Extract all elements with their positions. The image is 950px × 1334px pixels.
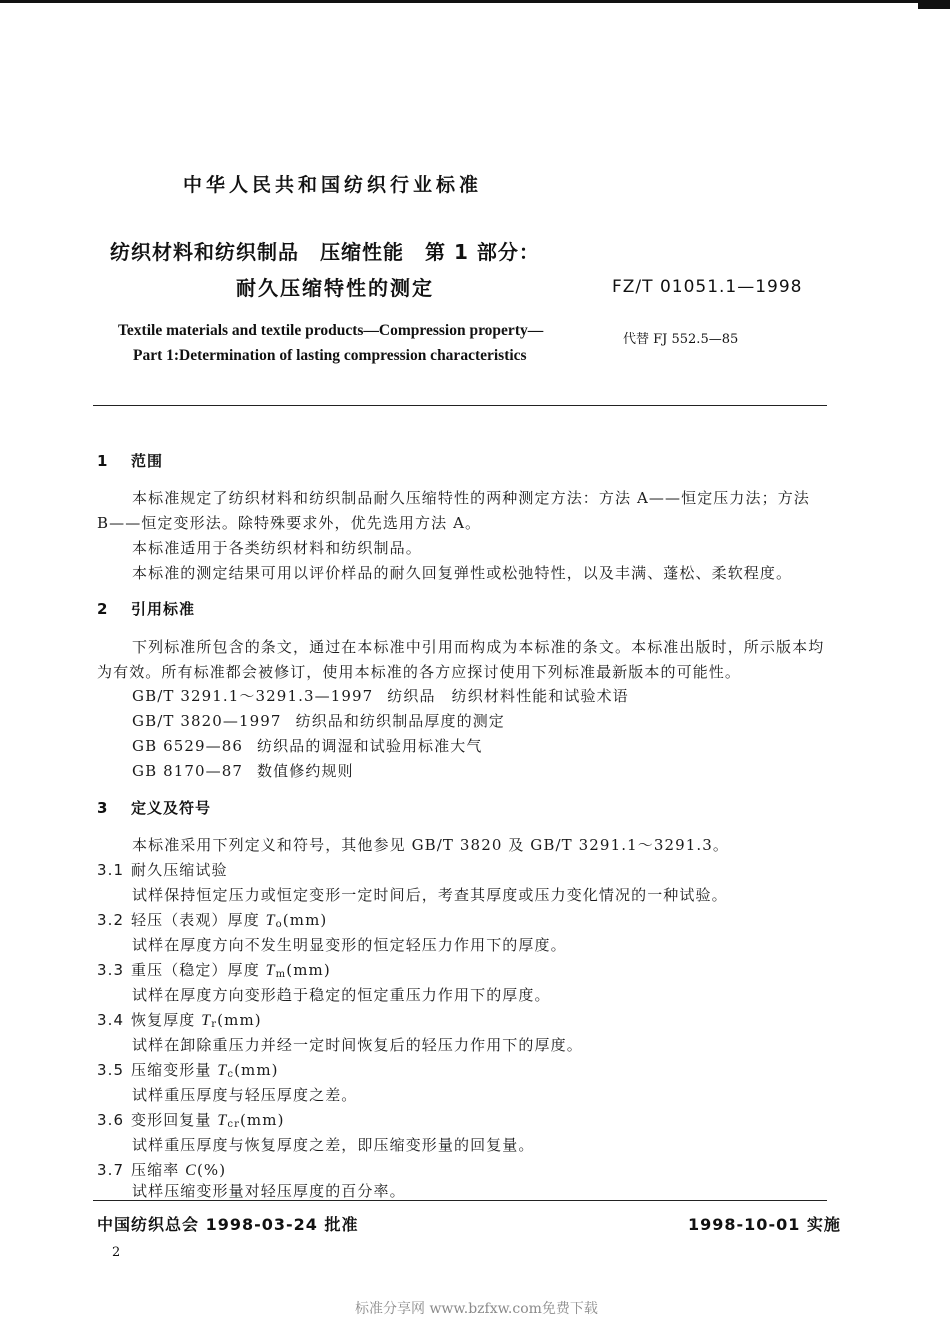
org-title: 中华人民共和国纺织行业标准 xyxy=(183,174,483,196)
definition-term: 变形回复量 xyxy=(131,1111,218,1129)
effective-date: 1998-10-01 实施 xyxy=(688,1215,841,1234)
reference-name: 纺织品的调湿和试验用标准大气 xyxy=(257,737,483,755)
definition-symbol: T xyxy=(265,962,276,979)
definition-text: 试样重压厚度与轻压厚度之差。 xyxy=(132,1086,358,1104)
definition-subscript: c xyxy=(227,1069,235,1080)
footer-divider xyxy=(93,1200,827,1201)
reference-code: GB/T 3291.1～3291.3—1997 xyxy=(132,687,374,705)
top-border-rule xyxy=(0,0,950,3)
header-divider xyxy=(93,405,827,406)
definition-number: 3.1 xyxy=(97,861,125,879)
reference-name: 纺织品和纺织制品厚度的测定 xyxy=(295,712,505,730)
reference-name: 数值修约规则 xyxy=(257,762,354,780)
standard-number: FZ/T 01051.1—1998 xyxy=(612,277,803,297)
definition-term: 恢复厚度 xyxy=(131,1011,202,1029)
reference-code: GB/T 3820—1997 xyxy=(132,712,282,730)
s1-paragraph-1-line2: B——恒定变形法。除特殊要求外，优先选用方法 A。 xyxy=(97,514,482,532)
definition-text: 试样压缩变形量对轻压厚度的百分率。 xyxy=(132,1182,406,1200)
definition-text: 试样在厚度方向不发生明显变形的恒定轻压力作用下的厚度。 xyxy=(132,936,567,954)
approval-note: 中国纺织总会 1998-03-24 批准 xyxy=(97,1215,359,1234)
definition-unit: (mm) xyxy=(286,961,331,979)
definition-symbol: T xyxy=(217,1112,228,1129)
s1-paragraph-1-line1: 本标准规定了纺织材料和纺织制品耐久压缩特性的两种测定方法：方法 A——恒定压力法；方法 xyxy=(132,489,810,507)
reference-item xyxy=(132,685,629,706)
s3-intro: 本标准采用下列定义和符号，其他参见 GB/T 3820 及 GB/T 3291.1～3291.3。 xyxy=(132,836,730,854)
definition-number: 3.7 xyxy=(97,1161,125,1179)
definition-symbol: T xyxy=(265,912,276,929)
definition-heading xyxy=(97,1109,285,1130)
definition-number: 3.6 xyxy=(97,1111,125,1129)
section-2-heading xyxy=(97,598,195,619)
top-corner-mark xyxy=(918,0,950,9)
definition-term: 重压（稳定）厚度 xyxy=(131,961,266,979)
definition-heading xyxy=(97,1009,262,1030)
title-en-line2: Part 1:Determination of lasting compression characteristics xyxy=(133,347,527,364)
definition-text: 试样在厚度方向变形趋于稳定的恒定重压力作用下的厚度。 xyxy=(132,986,551,1004)
s1-paragraph-2: 本标准适用于各类纺织材料和纺织制品。 xyxy=(132,539,422,557)
definition-subscript: r xyxy=(211,1019,218,1030)
definition-text: 试样重压厚度与恢复厚度之差，即压缩变形量的回复量。 xyxy=(132,1136,535,1154)
section-number: 2 xyxy=(97,600,109,618)
definition-unit: (mm) xyxy=(217,1011,262,1029)
definition-text: 试样保持恒定压力或恒定变形一定时间后，考查其厚度或压力变化情况的一种试验。 xyxy=(132,886,728,904)
definition-heading xyxy=(97,909,327,930)
definition-subscript: m xyxy=(275,969,287,980)
section-title: 定义及符号 xyxy=(131,799,212,817)
definition-number: 3.2 xyxy=(97,911,125,929)
definition-unit: (mm) xyxy=(234,1061,279,1079)
definition-unit: (mm) xyxy=(239,1111,285,1129)
definition-heading xyxy=(97,959,331,980)
title-cn-line2: 耐久压缩特性的测定 xyxy=(236,276,434,300)
reference-item xyxy=(132,760,354,781)
s2-paragraph-line1: 下列标准所包含的条文，通过在本标准中引用而构成为本标准的条文。本标准出版时，所示版本均 xyxy=(132,638,825,656)
definition-number: 3.5 xyxy=(97,1061,125,1079)
definition-heading xyxy=(97,1059,279,1080)
definition-heading xyxy=(97,1159,226,1180)
definition-unit: (mm) xyxy=(282,911,328,929)
definition-term: 轻压（表观）厚度 xyxy=(131,911,266,929)
reference-item xyxy=(132,710,505,731)
definition-subscript: cr xyxy=(227,1119,240,1130)
section-1-heading xyxy=(97,450,163,471)
definition-term: 压缩率 xyxy=(131,1161,186,1179)
watermark: 标准分享网 www.bzfxw.com免费下载 xyxy=(355,1301,598,1317)
reference-code: GB 8170—87 xyxy=(132,762,244,780)
definition-term: 压缩变形量 xyxy=(131,1061,218,1079)
definition-heading xyxy=(97,859,228,880)
definition-subscript: o xyxy=(275,919,283,930)
section-number: 3 xyxy=(97,799,109,817)
definition-symbol: T xyxy=(201,1012,212,1029)
reference-item xyxy=(132,735,482,756)
definition-number: 3.4 xyxy=(97,1011,125,1029)
section-number: 1 xyxy=(97,452,109,470)
page-number: 2 xyxy=(112,1245,121,1260)
definition-symbol: T xyxy=(217,1062,228,1079)
definition-unit: (%) xyxy=(196,1161,227,1179)
replaces-note: 代替 FJ 552.5—85 xyxy=(623,332,739,347)
reference-name: 纺织品 纺织材料性能和试验术语 xyxy=(387,687,629,705)
definition-symbol: C xyxy=(185,1162,197,1179)
section-title: 范围 xyxy=(131,452,164,470)
definition-term: 耐久压缩试验 xyxy=(131,861,228,879)
definition-number: 3.3 xyxy=(97,961,125,979)
title-en-line1: Textile materials and textile products—Compression property— xyxy=(118,322,544,339)
section-3-heading xyxy=(97,797,211,818)
s2-paragraph-line2: 为有效。所有标准都会被修订，使用本标准的各方应探讨使用下列标准最新版本的可能性。 xyxy=(97,663,742,681)
definition-text: 试样在卸除重压力并经一定时间恢复后的轻压力作用下的厚度。 xyxy=(132,1036,583,1054)
s1-paragraph-3: 本标准的测定结果可用以评价样品的耐久回复弹性或松弛特性，以及丰满、蓬松、柔软程度。 xyxy=(132,564,793,582)
reference-code: GB 6529—86 xyxy=(132,737,244,755)
section-title: 引用标准 xyxy=(131,600,196,618)
title-cn-line1: 纺织材料和纺织制品 压缩性能 第 1 部分： xyxy=(110,240,540,264)
